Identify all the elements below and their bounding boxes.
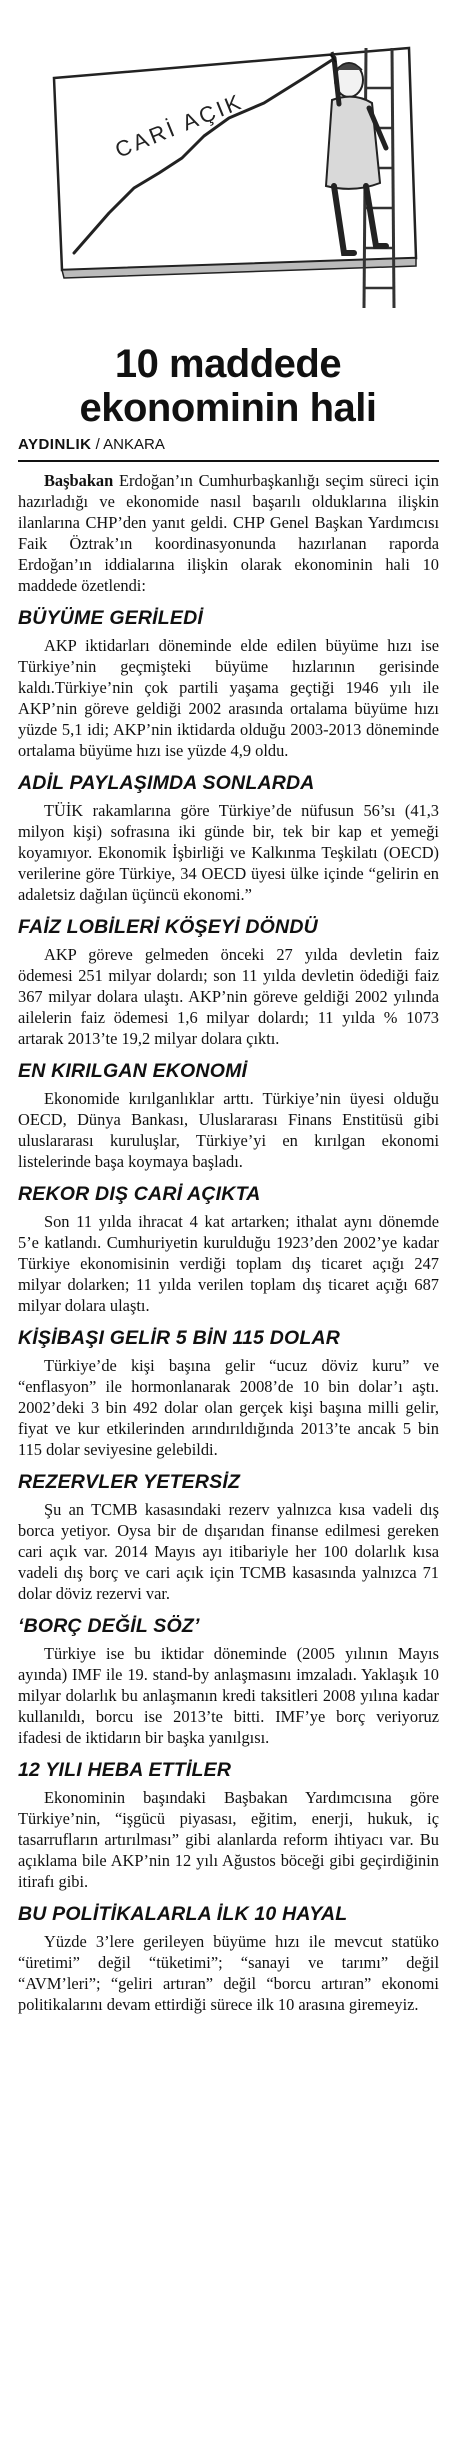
section-body: AKP iktidarları döneminde elde edilen büyüme hızı ise Türkiye’nin geçmişteki büyüme hızlarının gerisinde kaldı.Türkiye’nin çok partili yaşama geçtiği 1946 yılı ile AKP’nin göreve geldiği 2002 arasında ortalama büyüme hızı yüzde 5,1 idi; AKP’nin iktidarda olduğu 2003-2013 döneminde ortalama büyüme hızı ise yüzde 4,9 oldu. — [18, 636, 439, 760]
section-body: Ekonomide kırılganlıklar arttı. Türkiye’nin üyesi olduğu OECD, Dünya Bankası, Uluslararası Finans Enstitüsü gibi uluslararası kuruluşlar, Türkiye’yi en kırılgan ekonomi listelerinde başa koymaya başladı. — [18, 1089, 439, 1171]
article-body — [18, 470, 439, 2015]
board-text: CARİ AÇIK — [111, 88, 247, 163]
section-body: Türkiye’de kişi başına gelir “ucuz döviz kuru” ve “enflasyon” ile hormonlanarak 2008’de 10 bin dolar’ı aştı. 2002’deki 3 bin 492 dolar olan gerçek kişi başına milli gelir, fiyat ve kur etkilerinden arındırıldığında 2013’te ancak 5 bin 115 dolar seviyesine gelebildi. — [18, 1356, 439, 1459]
headline-line-2: ekonominin hali — [79, 386, 377, 430]
section-heading: BU POLİTİKALARLA İLK 10 HAYAL — [18, 1903, 348, 1925]
intro-lead: Başbakan — [44, 471, 114, 490]
section-body: AKP göreve gelmeden önceki 27 yılda devletin faiz ödemesi 251 milyar dolardı; son 11 yılda devletin ödediği faiz 367 milyar dolara ulaştı. AKP’nin göreve geldiği 2002 yılında ailelerin faiz ödemesi 1,6 milyar dolardı; 11 yılda % 1073 artarak 2013’te 19,2 milyar dolara çıktı. — [18, 945, 439, 1048]
section-heading: FAİZ LOBİLERİ KÖŞEYİ DÖNDÜ — [18, 916, 318, 938]
section-body: Şu an TCMB kasasındaki rezerv yalnızca kısa vadeli dış borca yetiyor. Oysa bir de dışarıdan finanse edilmesi gereken cari açık var. 2014 Mayıs ayı itibariyle her 100 dolarlık kısa vadeli dış borç ve cari açık için TCMB kasasında yalnızca 71 dolar döviz rezervi var. — [18, 1500, 439, 1603]
section-body: Son 11 yılda ihracat 4 kat artarken; ithalat aynı dönemde 5’e katlandı. Cumhuriyetin kurulduğu 1923’den 2002’ye kadar Türkiye ekonomisinin verdiği toplam dış ticaret açığı 247 milyar dolarken; 11 yılda verilen toplam dış ticaret açığı 687 milyar dolara ulaştı. — [18, 1212, 439, 1315]
section-heading: KİŞİBAŞI GELİR 5 BİN 115 DOLAR — [18, 1327, 341, 1349]
section-heading: REKOR DIŞ CARİ AÇIKTA — [18, 1183, 261, 1205]
section-heading: ‘BORÇ DEĞİL SÖZ’ — [18, 1615, 200, 1637]
intro-text: Erdoğan’ın Cumhurbaşkanlığı seçim süreci için hazırladığı ve ekonomide nasıl başarılı olduklarına ilişkin ilanlarına CHP’den yanıt geldi. CHP Genel Başkan Yardımcısı Faik Öztrak’ın koordinasyonunda hazırlanan raporda Erdoğan’ın iddialarına ilişkin olarak ekonominin hali 10 maddede özetlendi: — [18, 471, 439, 595]
section-heading: 12 YILI HEBA ETTİLER — [18, 1759, 232, 1781]
byline — [18, 436, 438, 453]
section-heading: EN KIRILGAN EKONOMİ — [18, 1060, 248, 1082]
headline — [18, 342, 438, 430]
cartoon-illustration — [14, 8, 444, 338]
section-heading: ADİL PAYLAŞIMDA SONLARDA — [18, 772, 315, 794]
section-heading: BÜYÜME GERİLEDİ — [18, 607, 204, 629]
section-body: Ekonominin başındaki Başbakan Yardımcısına göre Türkiye’nin, “işgücü piyasası, eğitim, enerji, hukuk, iç tasarrufların artırılması” gibi alanlarda reform ihtiyacı var. Bu açıklama bile AKP’nin 12 yılı Ağustos böceği gibi geçirdiğinin itirafı gibi. — [18, 1788, 439, 1891]
byline-rule — [18, 460, 439, 462]
byline-source: AYDINLIK — [18, 436, 92, 453]
section-body: Türkiye ise bu iktidar döneminde (2005 yılının Mayıs ayında) IMF ile 19. stand-by anlaşmasını imzaladı. Yaklaşık 10 milyar dolarlık bu anlaşmanın kredi taksitleri 2008 yılına kadar kullanıldı, borcu ise 2013’te bitti. IMF’ye borç veriyoruz ifadesi de iktidarın bir başka yanılgısı. — [18, 1644, 439, 1747]
section-body: TÜİK rakamlarına göre Türkiye’de nüfusun 56’sı (41,3 milyon kişi) sofrasına iki günde bir, tek bir kap et yemeği koyamıyor. Ekonomik İşbirliği ve Kalkınma Teşkilatı (OECD) verilerine göre Türkiye, 34 OECD üyesi ülke içinde “gelirin en adaletsiz dağılan üçüncü ekonomi.” — [18, 801, 439, 904]
byline-location: / ANKARA — [91, 436, 165, 453]
intro-paragraph — [18, 470, 439, 596]
section-body: Yüzde 3’lere gerileyen büyüme hızı ile mevcut statüko “üretimi” değil “tüketimi”; “sanayi ve tarımı” değil “AVM’leri”; “geliri artıran” değil “borcu artıran” ekonomi politikalarını devam ettirdiği sürece ilk 10 arasına giremeyiz. — [18, 1932, 439, 2014]
section-heading: REZERVLER YETERSİZ — [18, 1471, 241, 1493]
headline-line-1: 10 maddede — [114, 342, 342, 386]
